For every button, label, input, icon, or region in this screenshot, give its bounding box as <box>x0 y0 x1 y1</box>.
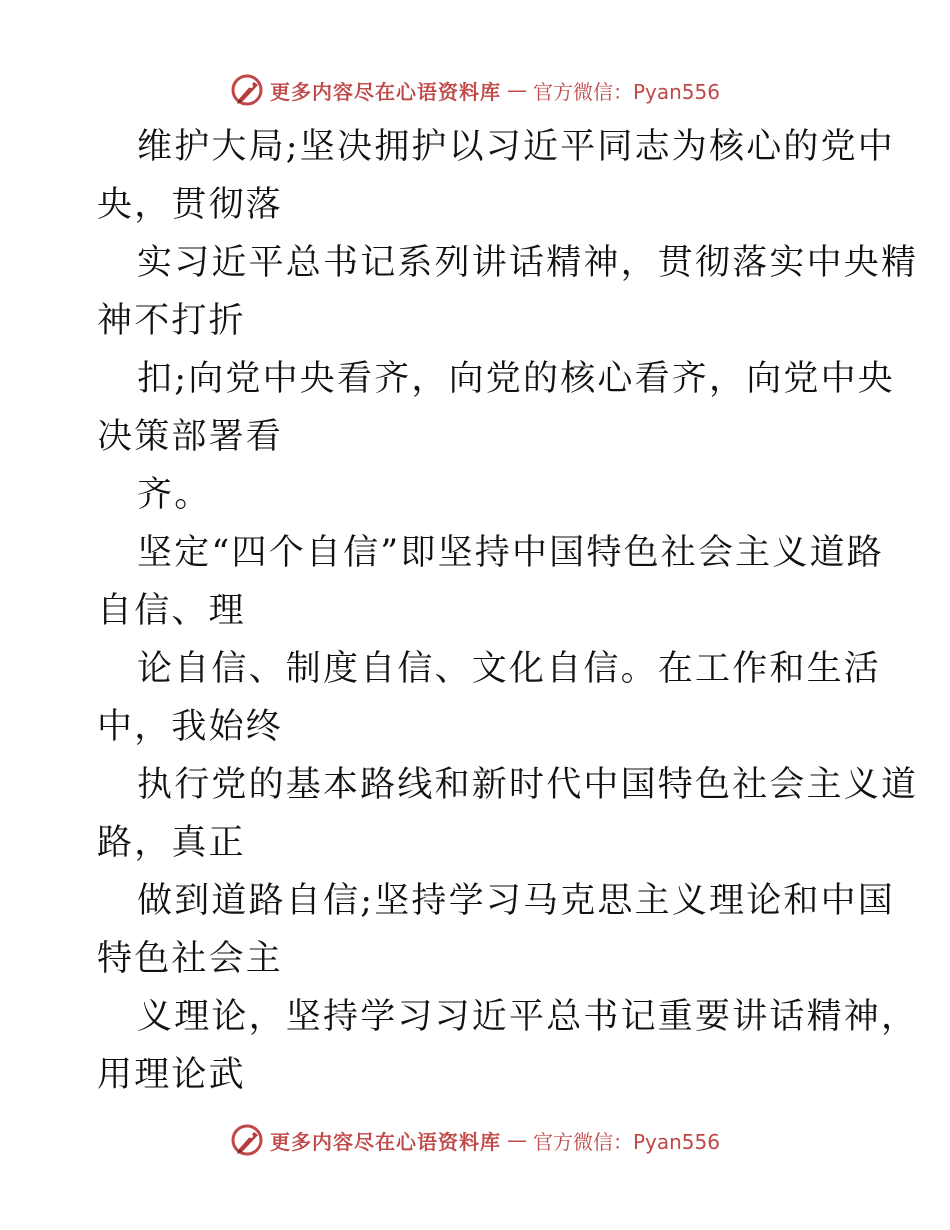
header-banner <box>0 70 950 110</box>
text-line: 执行党的基本路线和新时代中国特色社会主义道 <box>137 765 919 805</box>
footer-banner <box>0 1120 950 1160</box>
text-line: 神不打折 <box>97 301 246 341</box>
text-line: 论自信、制度自信、文化自信。在工作和生活 <box>137 649 882 689</box>
footer-wechat-text: 官方微信：Pyan556 <box>532 1129 720 1154</box>
text-line: 决策部署看 <box>97 417 284 457</box>
text-line: 做到道路自信;坚持学习马克思主义理论和中国 <box>137 881 895 921</box>
footer-dash: — <box>506 1128 527 1152</box>
text-line: 路，真正 <box>97 823 246 863</box>
text-line: 义理论，坚持学习习近平总书记重要讲话精神， <box>137 997 919 1037</box>
text-line: 实习近平总书记系列讲话精神，贯彻落实中央精 <box>137 243 919 283</box>
text-line: 自信、理 <box>97 591 246 631</box>
footer-promo-text: 更多内容尽在心语资料库 <box>269 1129 501 1154</box>
document-body <box>97 118 919 1104</box>
pen-nib-logo-icon <box>230 73 264 107</box>
header-wechat-text: 官方微信：Pyan556 <box>532 79 720 104</box>
text-line: 特色社会主 <box>97 939 284 979</box>
text-line: 扣;向党中央看齐，向党的核心看齐，向党中央 <box>137 359 895 399</box>
pen-nib-logo-icon <box>230 1123 264 1157</box>
header-promo-text: 更多内容尽在心语资料库 <box>269 79 501 104</box>
text-line: 齐。 <box>137 475 212 515</box>
header-dash: — <box>506 78 527 102</box>
text-line: 中，我始终 <box>97 707 284 747</box>
text-line: 央，贯彻落 <box>97 185 284 225</box>
text-line: 维护大局;坚决拥护以习近平同志为核心的党中 <box>137 127 895 167</box>
text-line: 用理论武 <box>97 1055 246 1095</box>
text-line: 坚定“四个自信”即坚持中国特色社会主义道路 <box>137 533 884 573</box>
